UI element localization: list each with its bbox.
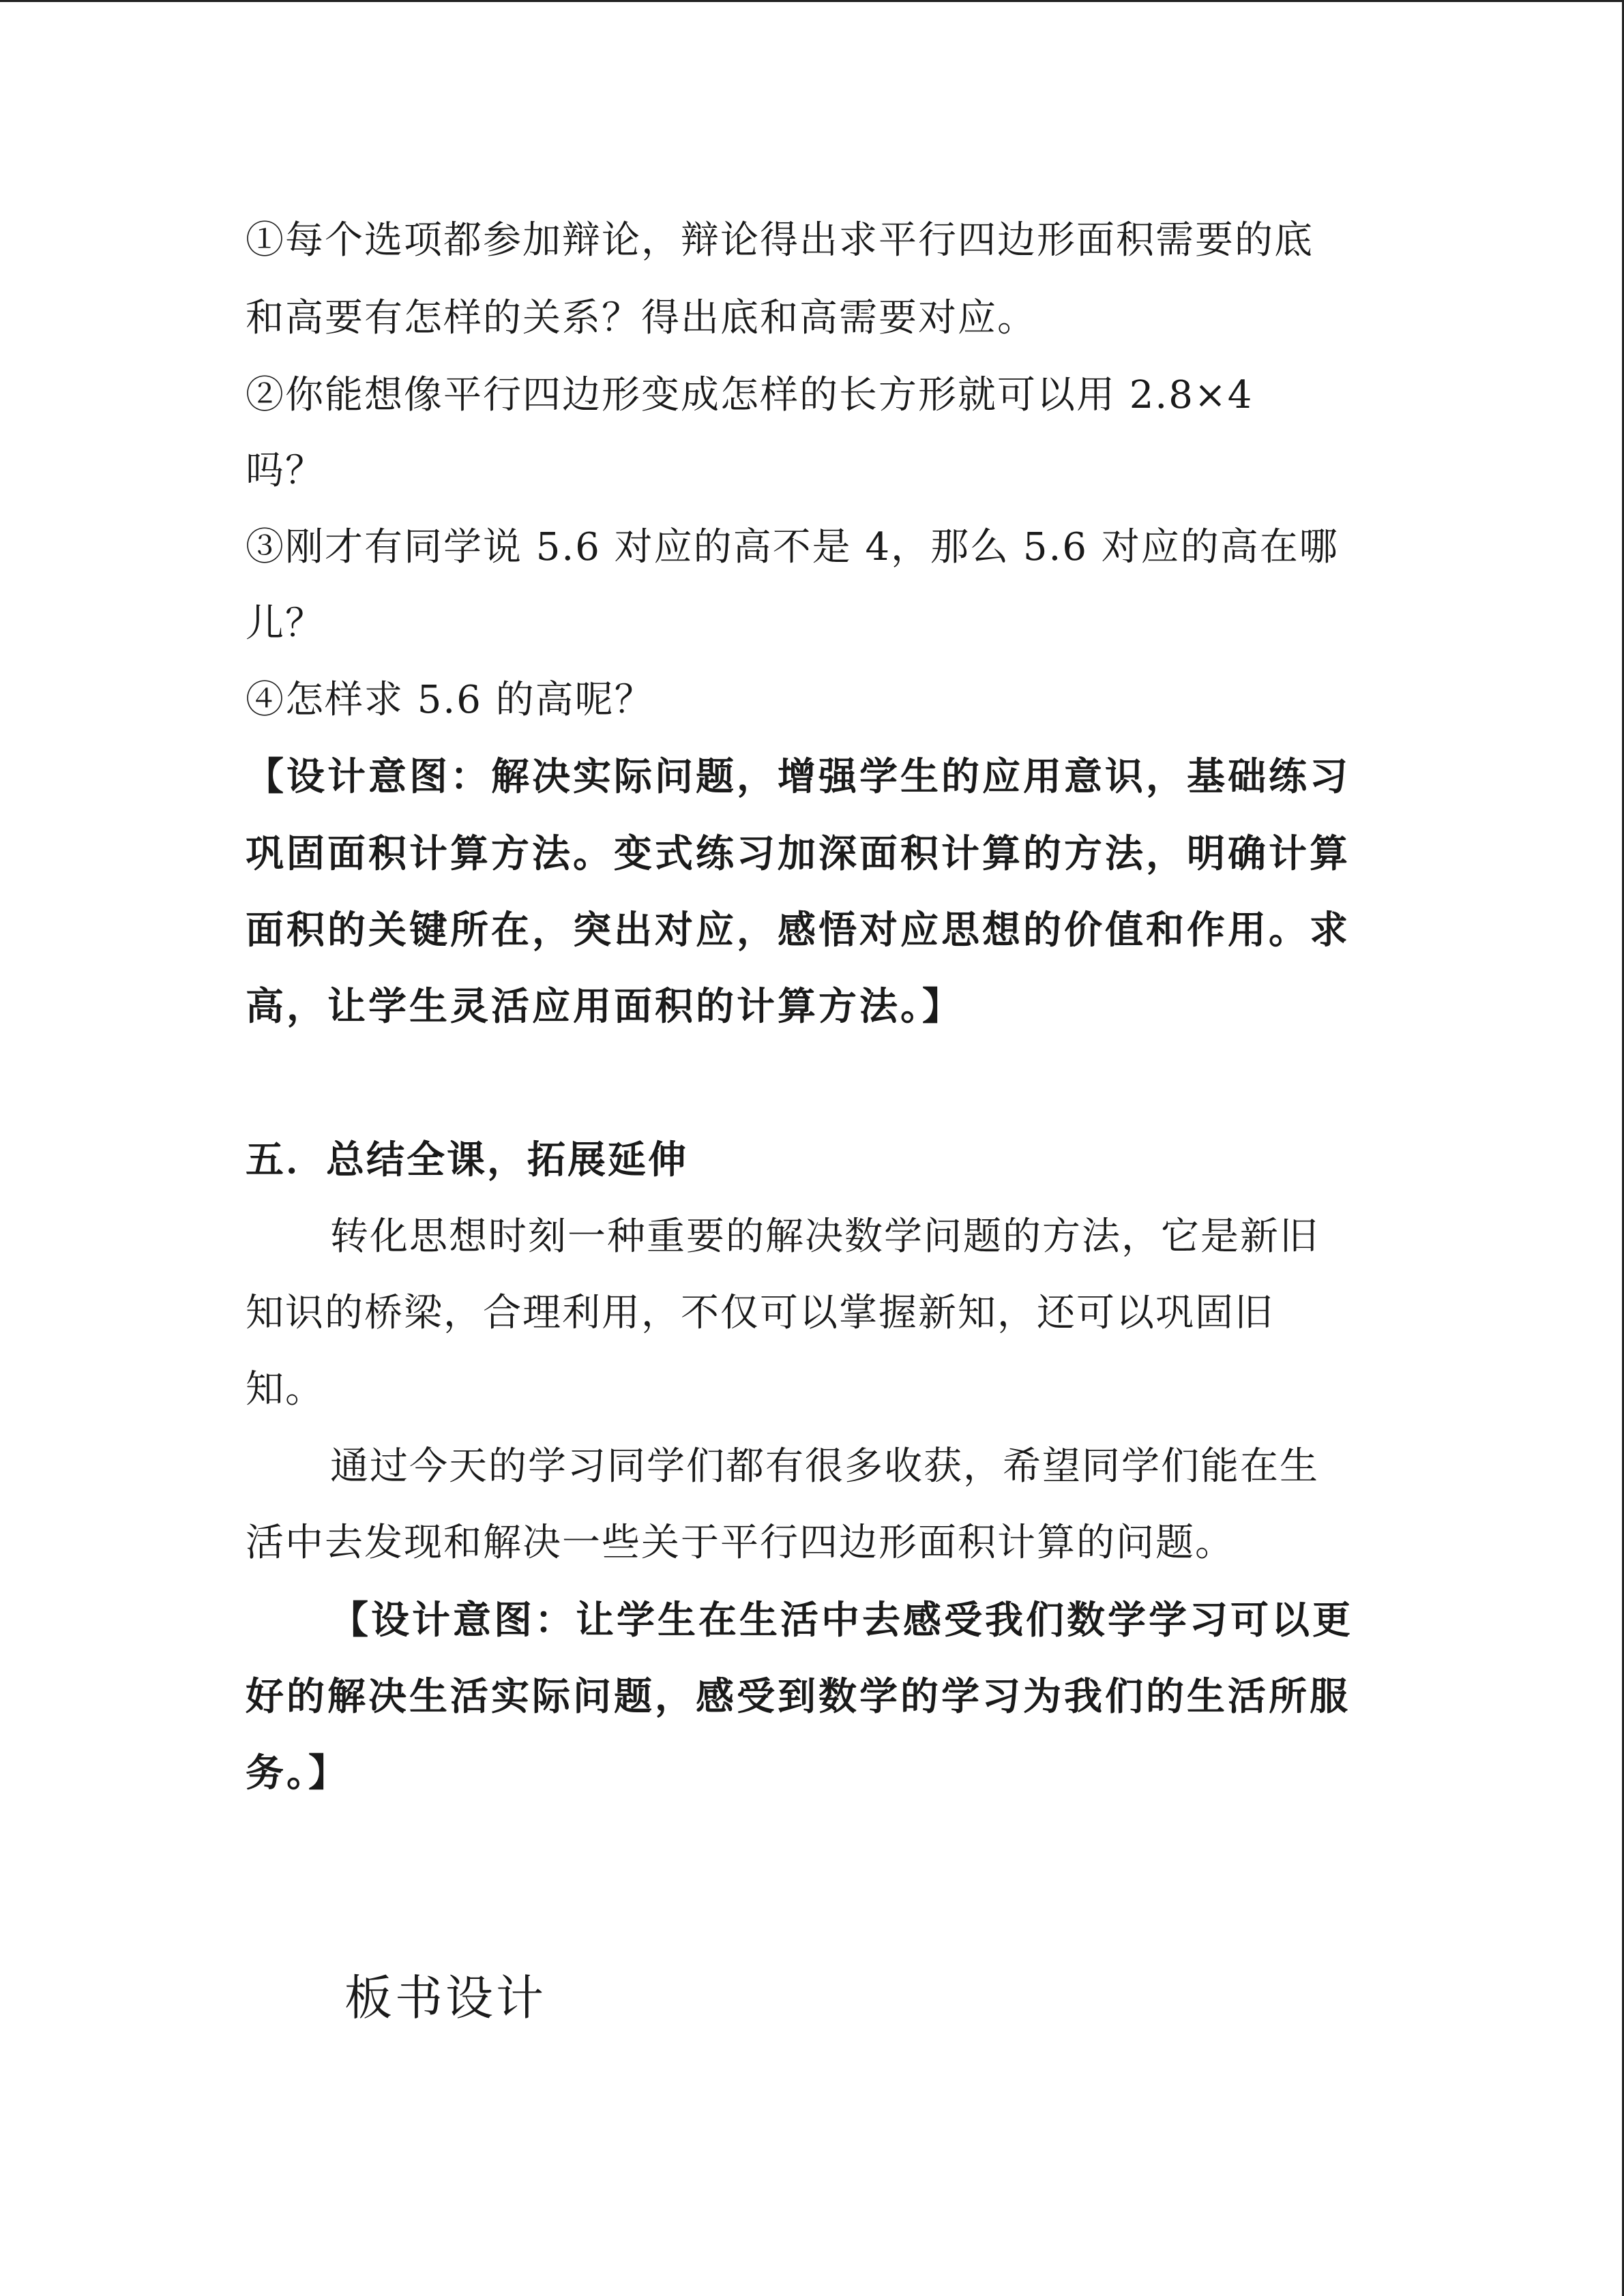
design-intent-1-line-2: 巩固面积计算方法。变式练习加深面积计算的方法，明确计算	[246, 831, 1350, 876]
question-3-line-2: 儿？	[246, 601, 325, 646]
paragraph-2-line-1: 通过今天的学习同学们都有很多收获，希望同学们能在生	[330, 1444, 1319, 1489]
design-intent-2-line-1: 【设计意图：让学生在生活中去感受我们数学学习可以更	[330, 1598, 1353, 1643]
question-3-line-1: ③刚才有同学说 5.6 对应的高不是 4，那么 5.6 对应的高在哪	[246, 525, 1339, 569]
question-2-line-2: 吗？	[246, 449, 325, 493]
section-five-heading: 五．总结全课，拓展延伸	[246, 1137, 688, 1182]
question-2-line-1: ②你能想像平行四边形变成怎样的长方形就可以用 2.8×4	[246, 373, 1254, 417]
design-intent-2-line-2: 好的解决生活实际问题，感受到数学的学习为我们的生活所服	[246, 1674, 1350, 1719]
question-1-line-1: ①每个选项都参加辩论，辩论得出求平行四边形面积需要的底	[246, 218, 1314, 263]
design-intent-1-line-3: 面积的关键所在，突出对应，感悟对应思想的价值和作用。求	[246, 908, 1350, 953]
design-intent-2-line-3: 务。】	[246, 1750, 349, 1795]
design-intent-1-line-1: 【设计意图：解决实际问题，增强学生的应用意识，基础练习	[246, 754, 1350, 799]
paragraph-1-line-1: 转化思想时刻一种重要的解决数学问题的方法，它是新旧	[330, 1214, 1319, 1259]
question-4-line-1: ④怎样求 5.6 的高呢？	[246, 678, 654, 722]
paragraph-1-line-3: 知。	[246, 1367, 325, 1412]
paragraph-1-line-2: 知识的桥梁，合理利用，不仅可以掌握新知，还可以巩固旧	[246, 1291, 1274, 1335]
paragraph-2-line-2: 活中去发现和解决一些关于平行四边形面积计算的问题。	[246, 1521, 1235, 1565]
question-1-line-2: 和高要有怎样的关系？得出底和高需要对应。	[246, 296, 1037, 340]
design-intent-1-line-4: 高，让学生灵活应用面积的计算方法。】	[246, 984, 963, 1029]
board-design-title: 板书设计	[344, 1970, 546, 2026]
